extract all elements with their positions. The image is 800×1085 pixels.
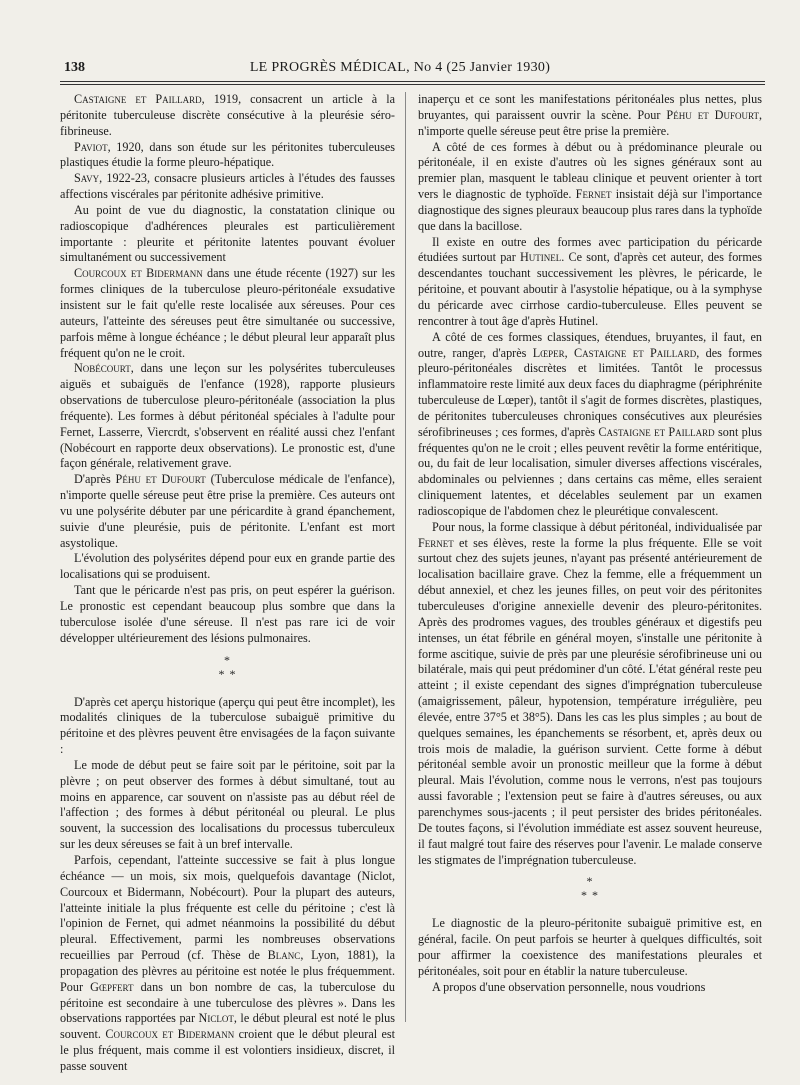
paragraph: Le diagnostic de la pleuro-péritonite subaiguë primitive est, en général, facile. On peut parfois se heurter à quelques difficultés, soit pour affirmer la coexistence des manifestations pleurales et péritonéales, soit pour en établir la nature tuberculeuse. (418, 916, 762, 978)
separator-stars: * * (218, 666, 237, 681)
separator-star: * (224, 652, 231, 667)
paragraph (60, 853, 395, 1075)
paragraph (60, 171, 395, 203)
author-name: Courcoux et Bidermann (74, 266, 203, 281)
paragraph (418, 235, 762, 330)
paragraph-text: Il existe en outre des formes avec participation du péricarde étudiées surtout par (418, 234, 762, 265)
paragraph: A propos d'une observation personnelle, nous voudrions (432, 979, 706, 994)
author-name: Paviot (74, 139, 108, 154)
paragraph (60, 92, 395, 140)
header-rule-top (60, 81, 765, 82)
running-head: LE PROGRÈS MÉDICAL, No 4 (25 Janvier 1930) (249, 60, 551, 75)
author-name: Fernet (418, 535, 454, 550)
paragraph: Au point de vue du diagnostic, la constatation clinique ou radioscopique d'adhérences pleurales est particulièrement importante : pleurite et péritonite latentes pouvant évoluer simultanément ou successivement (60, 202, 395, 265)
paragraph-text: sont plus fréquentes qu'on ne le croit ; elles peuvent revêtir la forme entéritique, ou, du fait de leur localisation, simuler diverses affections viscérales, abdominales ou pelviennes ; dans certains cas même, elles seraient cliniquement latentes, et décelables seulement par un examen radioscopique de l'abdomen chez le pleurétique convalescent. (418, 424, 763, 518)
paragraph: Tant que le péricarde n'est pas pris, on peut espérer la guérison. Le pronostic est cependant beaucoup plus sombre que dans la tuberculose isolée d'une séreuse. Il n'est pas rare ici de voir développer ultérieurement des lésions pulmonaires. (60, 583, 395, 645)
paragraph-text: Pour nous, la forme classique à début péritonéal, individualisée par (432, 519, 762, 534)
paragraph-text: . Ce sont, d'après cet auteur, des formes descendantes touchant successivement les plèvres, le péricarde, le péritoine, et pouvant aboutir à l'asystolie hépatique, ou à la symphyse du péricarde avec cirrhose cardio-tuberculeuse. Elles peuvent se rencontrer à tout âge d'après Hutinel. (418, 250, 762, 328)
header-rule-bottom (60, 84, 765, 85)
page-number: 138 (64, 60, 85, 75)
paragraph (60, 140, 395, 172)
paragraph-text: croient que le début pleural est le plus fréquent, mais comme il est volontiers insidieux, discret, il passe souvent (60, 1027, 395, 1073)
paragraph (418, 330, 762, 520)
paragraph-text: , 1922-23, consacre plusieurs articles à l'études des fausses affections viscérales par péritonite adhésive primitive. (60, 171, 395, 202)
paragraph-text: et ses élèves, reste la forme la plus fréquente. Elle se voit surtout chez des sujets jeunes, n'ayant pas présenté antérieurement de localisation bacillaire grave. Chez la femme, elle a fréquemment un début annexiel, et chez les jeunes filles, on peut voir des péritonites tuberculeuses d'origine annexielle devenir des pleuro-péritonites. Après des prodromes vagues, des troubles généraux et digestifs peu intenses, un état fébrile en général moyen, s'installe une péritonite à forme ascitique, suivie de près par une pleurésie sérofibrineuse uni ou bilatérale, mais qui peut prédominer d'un côté. L'état général reste peu atteint ; il existe cependant des signes d'imprégnation tuberculeuse (amaigrissement, pâleur, hypotension, température irrégulière, peu élevée, entre 37°5 et 38°5). Dans les cas les plus simples ; au bout de quelques semaines, les épanchements se résorbent, et, après deux ou trois mois de maladie, la guérison survient. Cette forme à début péritonéal semble avoir un pronostic meilleur que la forme à début pleural. Mais l'évolution, comme nous le verrons, n'est pas toujours aussi favorable ; l'extension peut se faire à d'autres séreuses, ou aux parenchymes sous-jacents ; il peut persister des brides péritonéales. De toutes façons, si l'évolution immédiate est assez souvent heureuse, il faut malgré tout faire des réserves pour l'avenir. Le malade conserve les stigmates de l'imprégnation tuberculeuse. (418, 535, 762, 867)
paragraph-text: insistait déjà sur l'importance diagnostique des signes pleuraux beaucoup plus rares dans la typhoïde que dans la bacillose. (418, 187, 762, 233)
author-name: Blanc (267, 948, 301, 963)
paragraph-text: , 1920, dans son étude sur les péritonites tuberculeuses plastiques étudie la forme pleuro-hépatique. (60, 139, 395, 170)
paragraph (60, 472, 395, 551)
left-column (60, 92, 395, 1075)
author-name: Hutinel (519, 250, 562, 265)
author-name: Péhu et Dufourt (115, 472, 206, 487)
paragraph (60, 361, 395, 472)
author-name: Castaigne et Paillard (598, 424, 715, 439)
paragraph-text: D'après (74, 472, 116, 487)
paragraph-text: A côté de ces formes classiques, étendues, bruyantes, il faut, en outre, ranger, d'après (418, 329, 762, 360)
author-name: Castaigne et Paillard (74, 92, 202, 106)
paragraph-text: , n'importe quelle séreuse peut être prise la première. (418, 107, 762, 138)
author-name: Gœpfert (90, 979, 134, 994)
paragraph: Le mode de début peut se faire soit par le péritoine, soit par la plèvre ; on peut observer des formes à début simultané, tout au moins en apparence, car souvent on n'assiste pas au début réel de l'affection ; des formes à début péritonéal ou pleural. Le plus souvent, la succession des localisations du processus tuberculeux sur les deux séreuses se fait à un bref intervalle. (60, 757, 395, 852)
paragraph: L'évolution des polysérites dépend pour eux en grande partie des localisations qui se produisent. (60, 551, 395, 582)
paragraph-text: , Lyon, 1881), la propagation des plèvres au péritoine est notée le plus fréquemment. Pour (60, 948, 395, 994)
paragraph-text: , le début pleural est noté le plus souvent. (60, 1011, 396, 1042)
paragraph-text: Parfois, cependant, l'atteinte successive se fait à plus longue échéance — un mois, six mois, quelquefois davantage (Niclot, Courcoux et Bidermann, Nobécourt). Pour la plupart des auteurs, l'atteinte initiale la plus fréquente est celle du péritoine ; c'est là l'opinion de Fernet, qui admet néanmoins la possibilité du début pleural. Effectivement, parmi les nombreuses observations recueillies par Perroud (cf. Thèse de (60, 852, 395, 963)
paragraph-text: inaperçu et ce sont les manifestations péritonéales plus nettes, plus bruyantes, qui paraissent ouvrir la scène. Pour (418, 92, 762, 122)
paragraph-text: , des formes pleuro-péritonéales discrètes et limitées. Tantôt le processus inflammatoire reste limité aux deux faces du diaphragme (périphrénite tuberculeuse de Lœper), tantôt il s'agit de formes discrètes, plastiques, de péritonites tuberculeuses chroniques consécutives aux pleurésies sérofibrineuses ; ces formes, d'après (418, 345, 763, 439)
paragraph-text: A côté de ces formes à début ou à prédominance pleurale ou péritonéale, il en existe d'autres où les signes généraux sont au premier plan, masquent le tableau clinique et peuvent orienter à tort vers le diagnostic de typhoïde. (418, 139, 762, 202)
paragraph-text: , 1919, consacrent un article à la péritonite tuberculeuse discrète consécutive à la pleurésie séro-fibrineuse. (60, 92, 395, 138)
paragraph (418, 520, 762, 869)
section-separator (60, 653, 395, 681)
paragraph (418, 92, 762, 140)
section-separator (418, 874, 762, 902)
author-name: Fernet (575, 187, 612, 202)
author-name: Niclot (198, 1011, 234, 1026)
paragraph-text: , dans une leçon sur les polysérites tuberculeuses aiguës et subaiguës de l'enfance (1928), rapporte plusieurs observations de tuberculose pleuro-péritonéale (association la plus fréquente). Les formes à début péritonéal spéciales à l'adulte pour Fernet, Lasserre, Viercrdt, s'observent en réalité aussi chez l'enfant (Nobécourt en rapporte deux observations). Le pronostic est, d'une façon générale, relativement grave. (60, 361, 395, 471)
paragraph-text: dans un bon nombre de cas, la tuberculose du péritoine est secondaire à une tuberculose des plèvres ». Dans les observations rapportées par (60, 979, 395, 1026)
paragraph-text: (Tuberculose médicale de l'enfance), n'importe quelle séreuse peut être prise la première. Ces auteurs ont vu une polysérite débuter par une péricardite à grand épanchement, suivie d'une pleurésie, puis de péritonite. L'enfant est mort asystolique. (60, 472, 395, 550)
author-name: Lœper, Castaigne et Paillard (532, 345, 697, 360)
right-column (418, 92, 762, 996)
author-name: Savy (74, 171, 100, 186)
author-name: Péhu et Dufourt (666, 107, 759, 122)
author-name: Courcoux et Bidermann (105, 1027, 235, 1042)
column-divider (405, 92, 406, 1022)
paragraph (418, 140, 762, 235)
paragraph-text: dans une étude récente (1927) sur les formes cliniques de la tuberculose pleuro-péritonéale exsudative insistent sur le fait qu'elle reste localisée aux séreuses. Pour ces auteurs, l'atteinte des séreuses peut être simultanée ou successive, parfois même à longue échéance ; le début pleural leur apparaît plus fréquent qu'on ne le croit. (60, 266, 395, 360)
separator-star: * (586, 874, 594, 889)
separator-stars: * * (581, 888, 599, 903)
paragraph (60, 266, 395, 361)
paragraph: D'après cet aperçu historique (aperçu qui peut être incomplet), les modalités cliniques de la tuberculose subaiguë primitive du péritoine et des plèvres peuvent être envisagées de la façon suivante : (60, 694, 395, 757)
author-name: Nobécourt (74, 361, 131, 376)
